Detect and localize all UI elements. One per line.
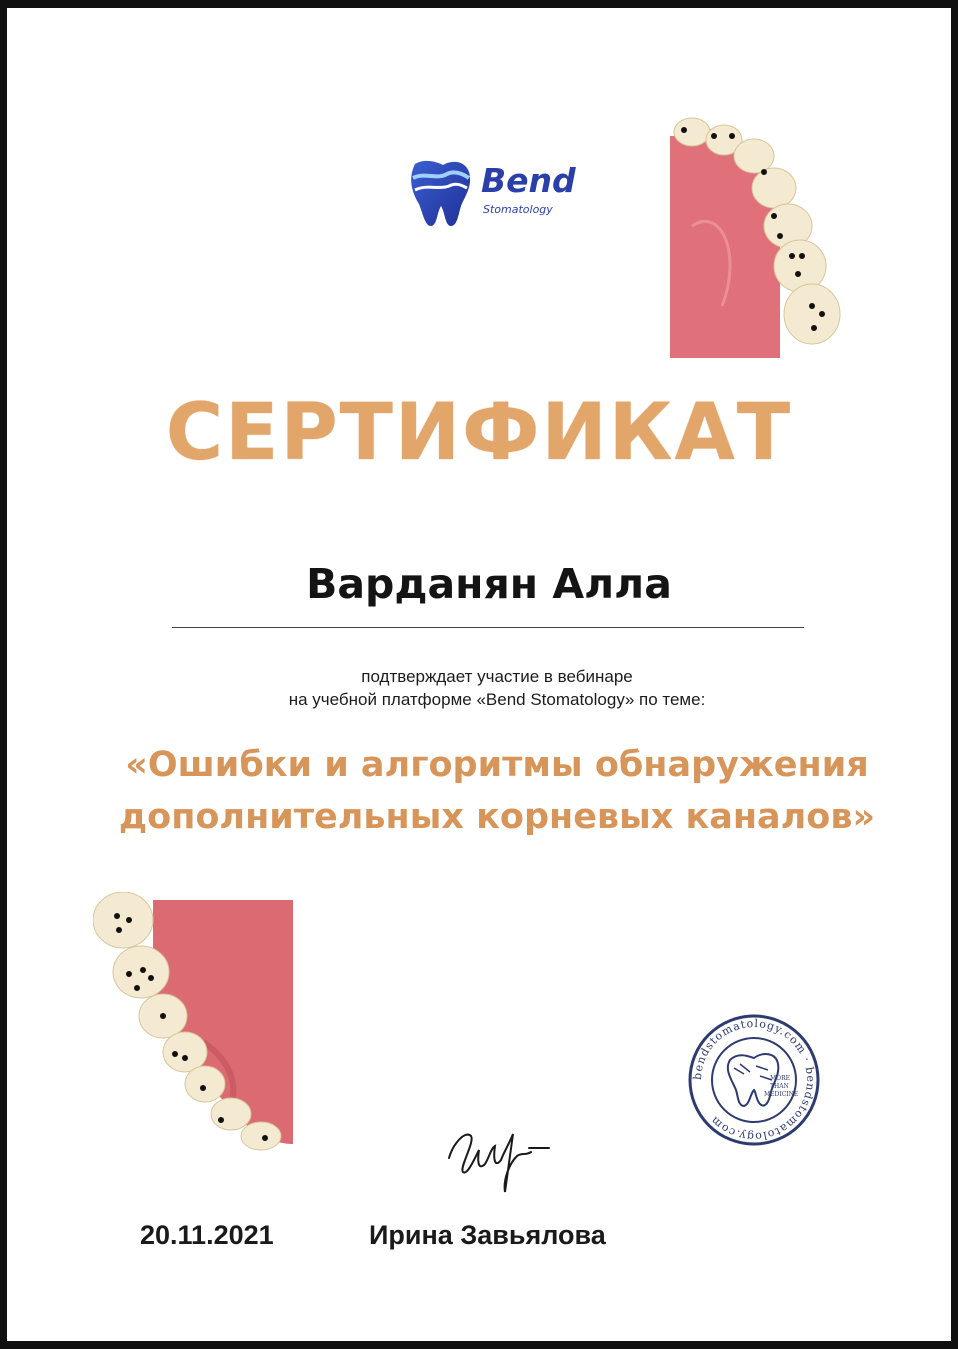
confirmation-line-2: на учебной платформе «Bend Stomatology» по теме: [288, 690, 706, 709]
certificate-date: 20.11.2021 [140, 1220, 274, 1250]
certificate-title: СЕРТИФИКАТ [165, 388, 793, 478]
name-underline [172, 627, 804, 628]
certificate-page [7, 8, 951, 1341]
seal-stamp [684, 1010, 824, 1150]
svg-text:bendstomatology.com · bendstom: bendstomatology.com · bendstomatology.com [690, 1016, 818, 1144]
svg-text:MEDICINE: MEDICINE [764, 1091, 799, 1098]
svg-text:THAN: THAN [770, 1083, 789, 1090]
bend-logo [403, 156, 583, 230]
tooth-logo-icon [403, 156, 473, 230]
topic-line-2: дополнительных корневых каналов» [118, 797, 876, 837]
handwritten-signature [439, 1108, 559, 1204]
teeth-illustration-top-right [662, 106, 852, 358]
svg-text:MORE: MORE [770, 1075, 790, 1082]
recipient-name: Варданян Алла [306, 560, 672, 608]
signer-name: Ирина Завьялова [369, 1220, 606, 1250]
teeth-illustration-bottom-left [93, 892, 293, 1154]
confirmation-line-1: подтверждает участие в вебинаре [361, 667, 633, 686]
logo-wordmark: Bend [481, 161, 576, 200]
logo-subtitle: Stomatology [483, 203, 553, 216]
topic-line-1: «Ошибки и алгоритмы обнаружения [125, 745, 869, 785]
confirmation-text [7, 665, 951, 711]
webinar-topic [7, 739, 951, 843]
